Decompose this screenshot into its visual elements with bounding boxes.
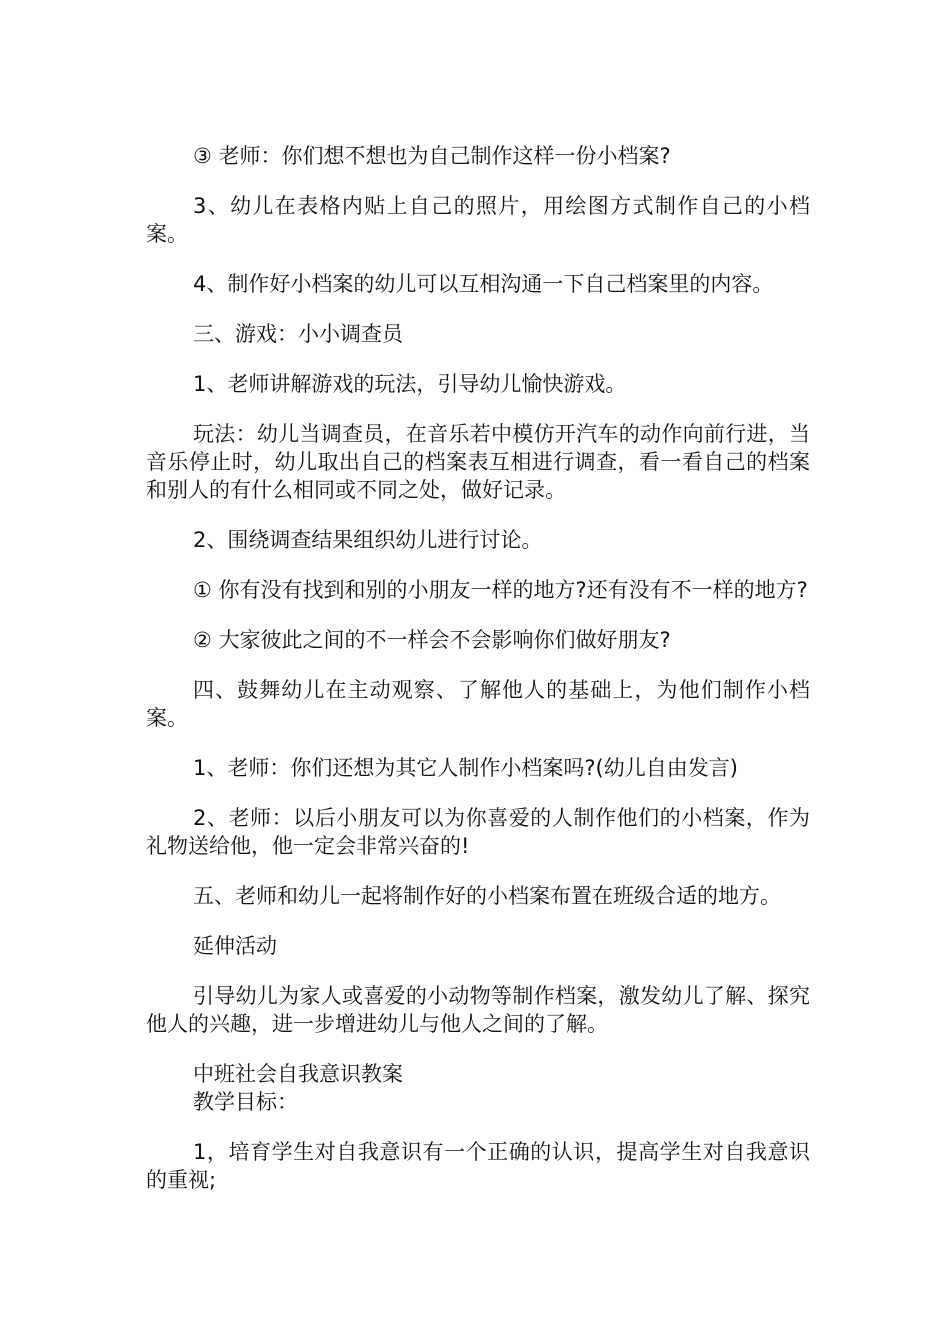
section-heading: 延伸活动 [193, 934, 277, 958]
paragraph: ① 你有没有找到和别的小朋友一样的地方?还有没有不一样的地方? [193, 578, 808, 602]
paragraph: 1、老师讲解游戏的玩法，引导幼儿愉快游戏。 [193, 372, 627, 396]
paragraph: ③ 老师：你们想不想也为自己制作这样一份小档案? [193, 144, 671, 168]
paragraph: 2、围绕调查结果组织幼儿进行讨论。 [193, 528, 543, 552]
paragraph: 2、老师：以后小朋友可以为你喜爱的人制作他们的小档案，作为礼物送给他，他一定会非常兴奋的! [146, 806, 810, 858]
document-title: 中班社会自我意识教案 [193, 1062, 403, 1086]
paragraph: 玩法：幼儿当调查员，在音乐若中模仿开汽车的动作向前行进，当音乐停止时，幼儿取出自己的档案表互相进行调查，看一看自己的档案和别人的有什么相同或不同之处，做好记录。 [146, 422, 810, 502]
document-body [146, 142, 810, 1216]
paragraph: 3、幼儿在表格内贴上自己的照片，用绘图方式制作自己的小档案。 [146, 194, 810, 246]
section-heading: 教学目标： [193, 1090, 298, 1114]
paragraph: 4、制作好小档案的幼儿可以互相沟通一下自己档案里的内容。 [193, 272, 774, 296]
paragraph: 引导幼儿为家人或喜爱的小动物等制作档案，激发幼儿了解、探究他人的兴趣，进一步增进幼儿与他人之间的了解。 [146, 984, 810, 1036]
paragraph: ② 大家彼此之间的不一样会不会影响你们做好朋友? [193, 628, 671, 652]
section-heading: 五、老师和幼儿一起将制作好的小档案布置在班级合适的地方。 [193, 884, 781, 908]
section-heading: 三、游戏：小小调查员 [193, 322, 403, 346]
paragraph: 1、老师：你们还想为其它人制作小档案吗?(幼儿自由发言) [193, 756, 738, 780]
section-heading: 四、鼓舞幼儿在主动观察、了解他人的基础上，为他们制作小档案。 [146, 678, 810, 730]
paragraph: 1，培育学生对自我意识有一个正确的认识，提高学生对自我意识的重视; [146, 1140, 810, 1192]
